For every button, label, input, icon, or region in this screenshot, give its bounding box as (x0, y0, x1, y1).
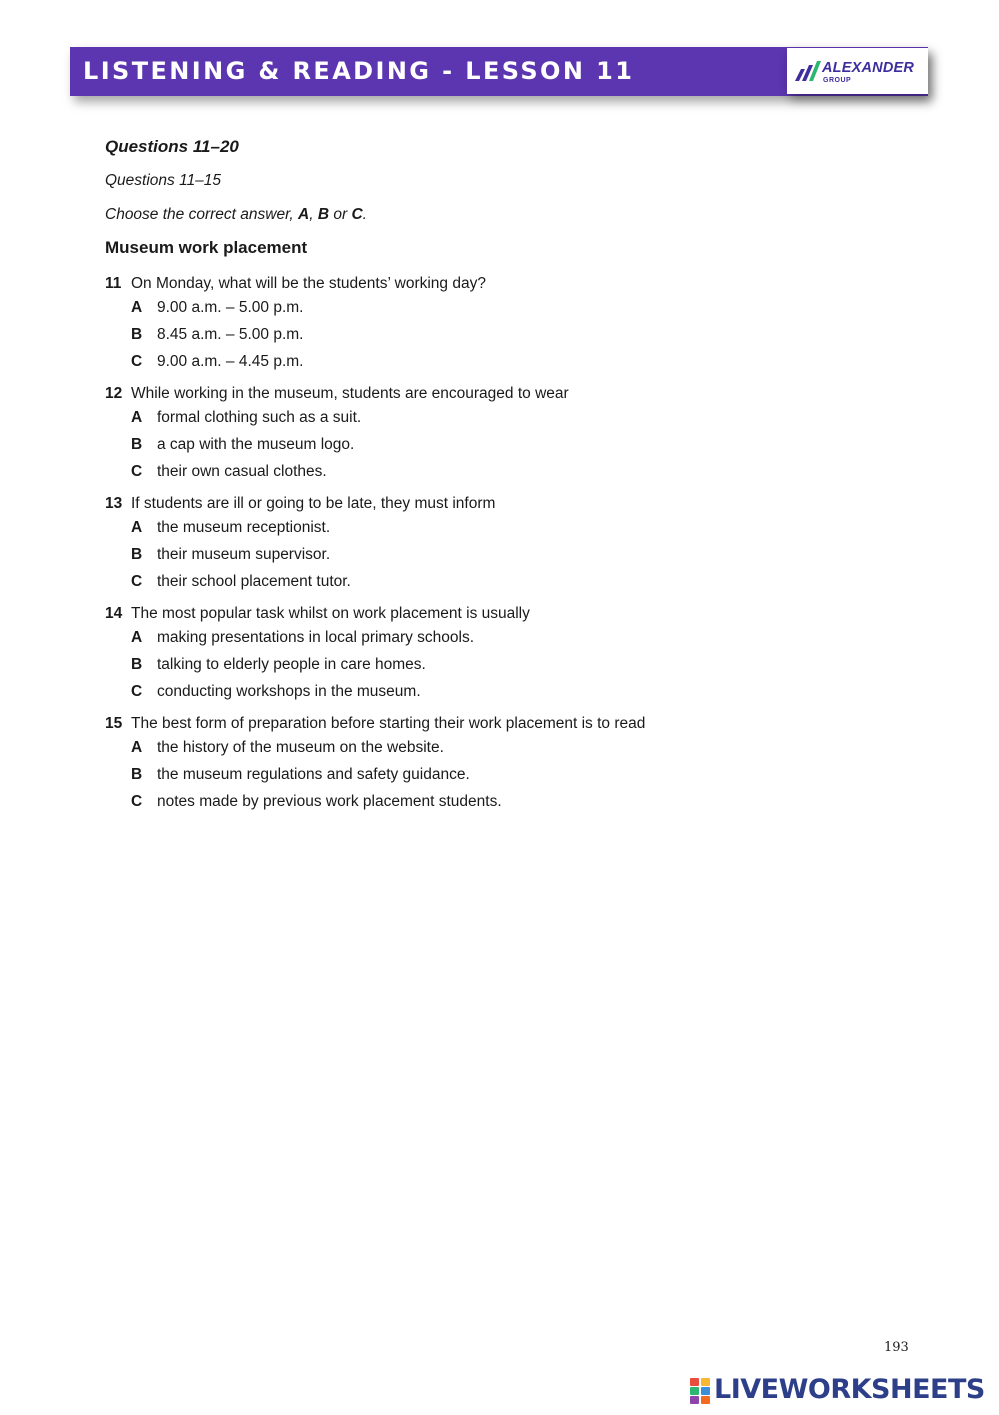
question-number: 15 (105, 715, 123, 732)
option-a[interactable] (105, 734, 865, 761)
alexander-group-logo (787, 48, 928, 94)
option-a[interactable] (105, 404, 865, 431)
option-letter: C (131, 573, 143, 590)
option-letter: C (131, 793, 143, 810)
instruction-c: C (351, 206, 363, 223)
option-a[interactable] (105, 514, 865, 541)
question-text: The most popular task whilst on work placement is usually (131, 605, 530, 622)
option-c[interactable] (105, 788, 865, 815)
option-text: the museum regulations and safety guidance. (157, 766, 470, 783)
worksheet-content (105, 137, 865, 824)
question-number: 11 (105, 275, 122, 292)
option-text: their school placement tutor. (157, 573, 351, 590)
option-c[interactable] (105, 348, 865, 375)
question-15 (105, 714, 865, 815)
question-stem (105, 274, 865, 294)
option-letter: A (131, 519, 143, 536)
option-text: 9.00 a.m. – 5.00 p.m. (157, 299, 304, 316)
option-letter: B (131, 436, 143, 453)
instruction-a: A (298, 206, 310, 223)
block-green (690, 1387, 699, 1395)
option-c[interactable] (105, 678, 865, 705)
option-text: making presentations in local primary schools. (157, 629, 475, 646)
option-a[interactable] (105, 294, 865, 321)
instruction-end: . (362, 206, 367, 223)
option-text: the history of the museum on the website. (157, 739, 444, 756)
block-blue (701, 1387, 710, 1395)
instruction (105, 206, 865, 224)
option-text: conducting workshops in the museum. (157, 683, 421, 700)
liveworksheets-brand: LIVEWORKSHEETS (714, 1374, 985, 1405)
option-letter: A (131, 629, 143, 646)
instruction-prefix: Choose the correct answer, (105, 206, 298, 223)
question-stem (105, 384, 865, 404)
option-letter: C (131, 353, 143, 370)
question-text: On Monday, what will be the students’ working day? (131, 275, 486, 292)
question-13 (105, 494, 865, 595)
question-text: While working in the museum, students are encouraged to wear (131, 385, 569, 402)
questions-subheading: Questions 11–15 (105, 172, 222, 189)
option-c[interactable] (105, 458, 865, 485)
question-list (105, 274, 865, 815)
option-b[interactable] (105, 541, 865, 568)
option-text: a cap with the museum logo. (157, 436, 355, 453)
option-letter: A (131, 739, 143, 756)
alexander-logo-mark-icon (795, 61, 821, 81)
lesson-header (70, 47, 928, 96)
option-text: their museum supervisor. (157, 546, 331, 563)
instruction-b: B (317, 206, 330, 223)
question-number: 13 (105, 495, 123, 512)
option-text: their own casual clothes. (157, 463, 327, 480)
option-text: 8.45 a.m. – 5.00 p.m. (157, 326, 304, 343)
option-b[interactable] (105, 321, 865, 348)
option-letter: B (131, 656, 143, 673)
instruction-sep: , (309, 206, 318, 223)
question-11 (105, 274, 865, 375)
option-text: talking to elderly people in care homes. (157, 656, 426, 673)
option-letter: B (131, 766, 143, 783)
logo-subtitle: GROUP (823, 77, 852, 84)
question-text: If students are ill or going to be late, they must inform (131, 495, 496, 512)
option-letter: A (131, 409, 143, 426)
liveworksheets-blocks-icon (690, 1378, 712, 1404)
question-number: 12 (105, 385, 123, 402)
block-orange (701, 1396, 710, 1404)
page-number: 193 (884, 1340, 909, 1355)
option-letter: C (131, 683, 143, 700)
logo-name: ALEXANDER (822, 60, 915, 76)
option-letter: C (131, 463, 143, 480)
question-stem (105, 604, 865, 624)
option-text: notes made by previous work placement students. (157, 793, 502, 810)
question-stem (105, 494, 865, 514)
questions-heading: Questions 11–20 (105, 137, 239, 156)
question-text: The best form of preparation before starting their work placement is to read (131, 715, 646, 732)
option-letter: B (131, 326, 143, 343)
option-text: 9.00 a.m. – 4.45 p.m. (157, 353, 304, 370)
option-text: formal clothing such as a suit. (157, 409, 362, 426)
header-title: LISTENING & READING - LESSON 11 (83, 57, 635, 85)
question-stem (105, 714, 865, 734)
section-title: Museum work placement (105, 238, 308, 257)
option-a[interactable] (105, 624, 865, 651)
option-b[interactable] (105, 651, 865, 678)
option-b[interactable] (105, 431, 865, 458)
option-letter: B (131, 546, 143, 563)
question-number: 14 (105, 605, 123, 622)
block-red (690, 1378, 699, 1386)
instruction-or: or (329, 206, 352, 223)
block-purple (690, 1396, 699, 1404)
option-c[interactable] (105, 568, 865, 595)
question-14 (105, 604, 865, 705)
option-b[interactable] (105, 761, 865, 788)
option-text: the museum receptionist. (157, 519, 331, 536)
option-letter: A (131, 299, 143, 316)
question-12 (105, 384, 865, 485)
block-yellow (701, 1378, 710, 1386)
